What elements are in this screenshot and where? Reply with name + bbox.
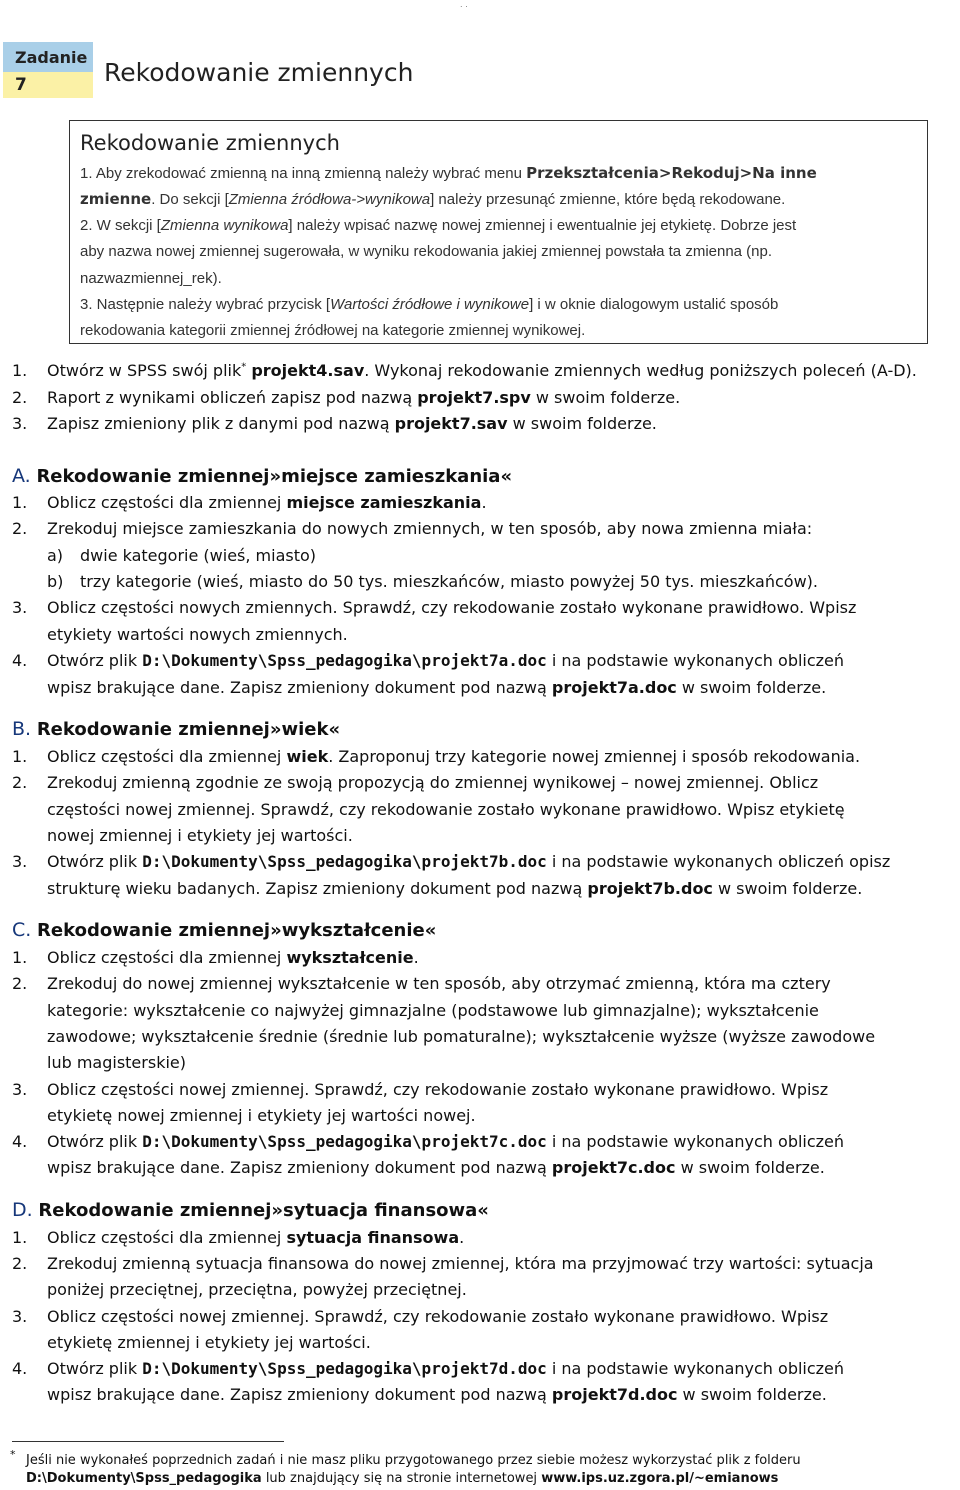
task-badge [3,42,93,98]
section-d-heading: D. Rekodowanie zmiennej»sytuacja finansowa« [12,1199,489,1221]
footnote-mark: * [10,1448,16,1461]
section-d-item-2-number: 2. [12,1254,28,1273]
page-title: Rekodowanie zmiennych [104,58,414,87]
box-line-2: zmienne. Do sekcji [Zmienna źródłowa->wynikowa] należy przesunąć zmienne, które będą rekodowane. [80,190,786,208]
section-a-item-4: Otwórz plik D:\Dokumenty\Spss_pedagogika\projekt7a.doc i na podstawie wykonanych obliczeń [47,651,845,670]
footnote-line-2: D:\Dokumenty\Spss_pedagogika lub znajdujący się na stronie internetowej www.ips.uz.zgora.pl/~emianows [26,1471,779,1486]
section-d-item-3-cont: etykietę zmiennej i etykiety jej wartości. [47,1333,371,1352]
intro-item-1-number: 1. [12,361,28,380]
section-a-item-4-cont: wpisz brakujące dane. Zapisz zmieniony dokument pod nazwą projekt7a.doc w swoim folderze. [47,678,827,697]
section-c-item-4-number: 4. [12,1132,28,1151]
section-d-item-3-number: 3. [12,1307,28,1326]
section-b-item-3-number: 3. [12,852,28,871]
box-line-5: nazwazmiennej_rek). [80,270,222,287]
section-b-item-2-cont-2: nowej zmiennej i etykiety jej wartości. [47,826,353,845]
section-a-item-1: Oblicz częstości dla zmiennej miejsce zamieszkania. [47,493,487,512]
intro-item-2: Raport z wynikami obliczeń zapisz pod nazwą projekt7.spv w swoim folderze. [47,388,681,407]
section-b-item-1-number: 1. [12,747,28,766]
section-b-item-2-cont: częstości nowej zmiennej. Sprawdź, czy rekodowanie zostało wykonane prawidłowo. Wpisz etykietę [47,800,845,819]
section-d-item-4: Otwórz plik D:\Dokumenty\Spss_pedagogika\projekt7d.doc i na podstawie wykonanych obliczeń [47,1359,845,1378]
intro-item-3: Zapisz zmieniony plik z danymi pod nazwą projekt7.sav w swoim folderze. [47,414,657,433]
section-c-item-2: Zrekoduj do nowej zmiennej wykształcenie w ten sposób, aby otrzymać zmienną, która ma cztery [47,974,831,993]
section-a-subitem-b: trzy kategorie (wieś, miasto do 50 tys. mieszkańców, miasto powyżej 50 tys. mieszkańców). [80,572,818,591]
section-d-item-4-cont: wpisz brakujące dane. Zapisz zmieniony dokument pod nazwą projekt7d.doc w swoim folderze. [47,1385,827,1404]
intro-item-2-number: 2. [12,388,28,407]
box-line-4: aby nazwa nowej zmiennej sugerowała, w wyniku rekodowania jakiej zmiennej powstała ta zmienna (np. [80,243,773,260]
section-b-item-3-cont: strukturę wieku badanych. Zapisz zmieniony dokument pod nazwą projekt7b.doc w swoim folderze. [47,879,863,898]
section-d-item-2-cont: poniżej przeciętnej, przeciętna, powyżej przeciętnej. [47,1280,467,1299]
instruction-box-title: Rekodowanie zmiennych [80,131,340,155]
footnote-separator [12,1441,284,1442]
intro-item-3-number: 3. [12,414,28,433]
box-line-6: 3. Następnie należy wybrać przycisk [Wartości źródłowe i wynikowe] i w oknie dialogowym ustalić sposób [80,296,779,313]
section-d-item-1: Oblicz częstości dla zmiennej sytuacja finansowa. [47,1228,465,1247]
footnote-url: www.ips.uz.zgora.pl/~emianows [541,1471,779,1486]
section-b-item-2-number: 2. [12,773,28,792]
section-a-subitem-b-letter: b) [47,572,64,591]
section-c-heading: C. Rekodowanie zmiennej»wykształcenie« [12,919,437,941]
section-a-item-3: Oblicz częstości nowych zmiennych. Sprawdź, czy rekodowanie zostało wykonane prawidłowo. Wpisz [47,598,857,617]
page-top-mark: . . [460,0,468,9]
section-c-item-2-cont-2: zawodowe; wykształcenie średnie (średnie lub pomaturalne); wykształcenie wyższe (wyższe zawodowe [47,1027,876,1046]
section-a-heading: A. Rekodowanie zmiennej»miejsce zamieszkania« [12,465,513,487]
section-a-item-2: Zrekoduj miejsce zamieszkania do nowych zmiennych, w ten sposób, aby nowa zmienna miała: [47,519,813,538]
section-a-item-3-cont: etykiety wartości nowych zmiennych. [47,625,348,644]
section-c-item-1-number: 1. [12,948,28,967]
section-d-item-2: Zrekoduj zmienną sytuacja finansowa do nowej zmiennej, która ma przyjmować trzy wartości: sytuacja [47,1254,874,1273]
section-c-item-2-cont-3: lub magisterskie) [47,1053,186,1072]
footnote-line-1: Jeśli nie wykonałeś poprzednich zadań i nie masz pliku przygotowanego przez siebie możesz wykorzystać plik z folderu [26,1453,801,1468]
section-c-item-3: Oblicz częstości nowej zmiennej. Sprawdź, czy rekodowanie zostało wykonane prawidłowo. Wpisz [47,1080,829,1099]
task-badge-label: Zadanie [15,48,88,67]
section-b-item-1: Oblicz częstości dla zmiennej wiek. Zaproponuj trzy kategorie nowej zmiennej i sposób rekodowania. [47,747,861,766]
section-a-subitem-a: dwie kategorie (wieś, miasto) [80,546,317,565]
section-a-item-3-number: 3. [12,598,28,617]
section-c-item-4: Otwórz plik D:\Dokumenty\Spss_pedagogika\projekt7c.doc i na podstawie wykonanych obliczeń [47,1132,845,1151]
section-b-heading: B. Rekodowanie zmiennej»wiek« [12,718,341,740]
box-line-1: 1. Aby zrekodować zmienną na inną zmienną należy wybrać menu Przekształcenia>Rekoduj>Na inne [80,164,817,182]
section-c-item-1: Oblicz częstości dla zmiennej wykształcenie. [47,948,419,967]
section-a-item-2-number: 2. [12,519,28,538]
section-a-item-1-number: 1. [12,493,28,512]
section-c-item-2-number: 2. [12,974,28,993]
section-c-item-2-cont: kategorie: wykształcenie co najwyżej gimnazjalne (podstawowe lub gimnazjalne); wykształcenie [47,1001,819,1020]
section-d-item-3: Oblicz częstości nowej zmiennej. Sprawdź, czy rekodowanie zostało wykonane prawidłowo. Wpisz [47,1307,829,1326]
section-c-item-3-cont: etykietę nowej zmiennej i etykiety jej wartości nowej. [47,1106,476,1125]
section-d-item-1-number: 1. [12,1228,28,1247]
intro-item-1: Otwórz w SPSS swój plik* projekt4.sav. Wykonaj rekodowanie zmiennych według poniższych poleceń (A-D). [47,361,917,380]
section-b-item-2: Zrekoduj zmienną zgodnie ze swoją propozycją do zmiennej wynikowej – nowej zmiennej. Oblicz [47,773,819,792]
box-line-7: rekodowania kategorii zmiennej źródłowej na kategorie zmiennej wynikowej. [80,322,586,339]
section-a-item-4-number: 4. [12,651,28,670]
section-d-item-4-number: 4. [12,1359,28,1378]
section-c-item-3-number: 3. [12,1080,28,1099]
box-line-3: 2. W sekcji [Zmienna wynikowa] należy wpisać nazwę nowej zmiennej i ewentualnie jej etykietę. Dobrze jest [80,217,797,234]
section-b-item-3: Otwórz plik D:\Dokumenty\Spss_pedagogika\projekt7b.doc i na podstawie wykonanych obliczeń opisz [47,852,891,871]
section-c-item-4-cont: wpisz brakujące dane. Zapisz zmieniony dokument pod nazwą projekt7c.doc w swoim folderze. [47,1158,825,1177]
section-a-subitem-a-letter: a) [47,546,64,565]
task-badge-number: 7 [15,75,27,95]
